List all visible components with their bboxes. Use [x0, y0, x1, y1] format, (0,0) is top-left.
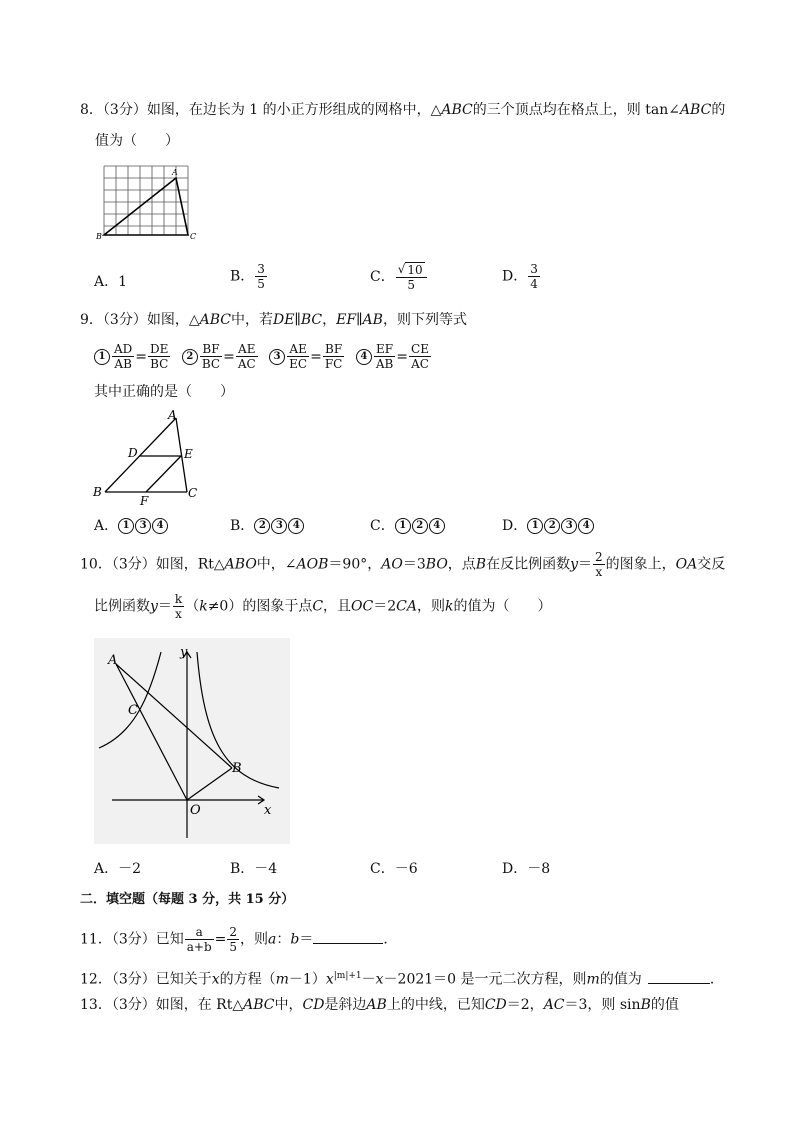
q8-label-a: A: [172, 168, 178, 177]
q10-graph-figure: [94, 638, 290, 844]
q9-option-a[interactable]: A． 1 3 4: [94, 516, 169, 536]
q11-line: 11．（3分）已知 $\frac{a}{a+b}$ = $\frac{2}{5}$ ，则a：b＝ ．: [80, 925, 398, 954]
q10-label-o: O: [190, 803, 201, 818]
q9-label-f: F: [140, 494, 149, 508]
q8-line1: 8．（3分）如图，在边长为 1 的小正方形组成的网格中，△ABC的三个顶点均在格点上，则 tan∠ABC的: [80, 102, 726, 118]
q8-line2: 值为（ ）: [95, 133, 179, 149]
q11-answer-blank[interactable]: [313, 929, 383, 944]
q10-option-a[interactable]: A．－2: [94, 861, 142, 877]
q10-line2: 比例函数y＝ $\frac{k}{x}$ （k≠0）的图象于点C，且OC＝2CA，则k的值为（ ）: [94, 592, 552, 621]
q9-option-d[interactable]: D． 1 2 3 4: [502, 516, 595, 536]
q9-label-d: D: [128, 446, 138, 460]
q8-label-b: B: [96, 232, 102, 241]
q9-triangle-figure: [90, 408, 202, 508]
q10-line1: 10．（3分）如图，Rt△ABO中，∠AOB＝90°，AO＝3BO，点B在反比例函数y＝ $\frac{2}{x}$ 的图象上，OA交反: [80, 550, 726, 579]
q9-line3: 其中正确的是（ ）: [94, 384, 234, 400]
q10-label-b: B: [232, 761, 242, 776]
q10-label-x: x: [264, 803, 272, 818]
q8-label-c: C: [190, 232, 197, 241]
q9-label-e: E: [184, 447, 193, 461]
q13-line: 13．（3分）如图，在 Rt△ABC中，CD是斜边AB上的中线，已知CD＝2，AC＝3，则 sinB的值: [80, 997, 679, 1013]
q10-label-c: C: [128, 703, 138, 718]
q9-side-ab: [105, 418, 176, 492]
q8-triangle: [104, 178, 188, 235]
q10-option-c[interactable]: C．－6: [370, 861, 418, 877]
q10-option-d[interactable]: D．－8: [502, 861, 551, 877]
q8-option-c[interactable]: C． $\frac{√ 10}{5}$: [370, 262, 428, 292]
q9-label-c: C: [188, 486, 198, 500]
q9-equations: [94, 342, 432, 371]
q10-label-a: A: [108, 653, 118, 668]
q8-option-d[interactable]: D． $\frac{3}{4}$: [502, 262, 538, 291]
q9-option-c[interactable]: C． 1 2 4: [370, 516, 446, 536]
q9-eq4: 4 $\frac{EF}{AB}$ = $\frac{CE}{AC}$: [356, 349, 432, 365]
q10-label-y: y: [180, 645, 188, 660]
q9-segment-ef: [146, 456, 181, 492]
q8-option-b[interactable]: B． $\frac{3}{5}$: [230, 262, 265, 291]
q9-line1: 9．（3分）如图，△ABC中，若DE∥BC，EF∥AB，则下列等式: [80, 312, 467, 328]
q9-eq2: 2 $\frac{BF}{BC}$ = $\frac{AE}{AC}$: [182, 349, 259, 365]
q10-option-b[interactable]: B．－4: [230, 861, 278, 877]
section-2-heading: 二．填空题（每题 3 分，共 15 分）: [80, 892, 295, 907]
q12-line: 12．（3分）已知关于x的方程$(m-1)x^{|m|+1}-x-2021=0$ 是一元二次方程，则m的值为 ．: [80, 966, 724, 990]
q9-eq3: 3 $\frac{AE}{EC}$ = $\frac{BF}{FC}$: [269, 349, 345, 365]
q8-option-a[interactable]: A．1: [94, 274, 128, 290]
q12-answer-blank[interactable]: [648, 969, 710, 984]
q9-option-b[interactable]: B． 2 3 4: [230, 516, 305, 536]
q9-label-a: A: [168, 408, 177, 422]
q9-label-b: B: [93, 485, 102, 499]
q8-grid-figure: [96, 163, 202, 249]
q9-eq1: 1 $\frac{AD}{AB}$ = $\frac{DE}{BC}$: [94, 349, 171, 365]
